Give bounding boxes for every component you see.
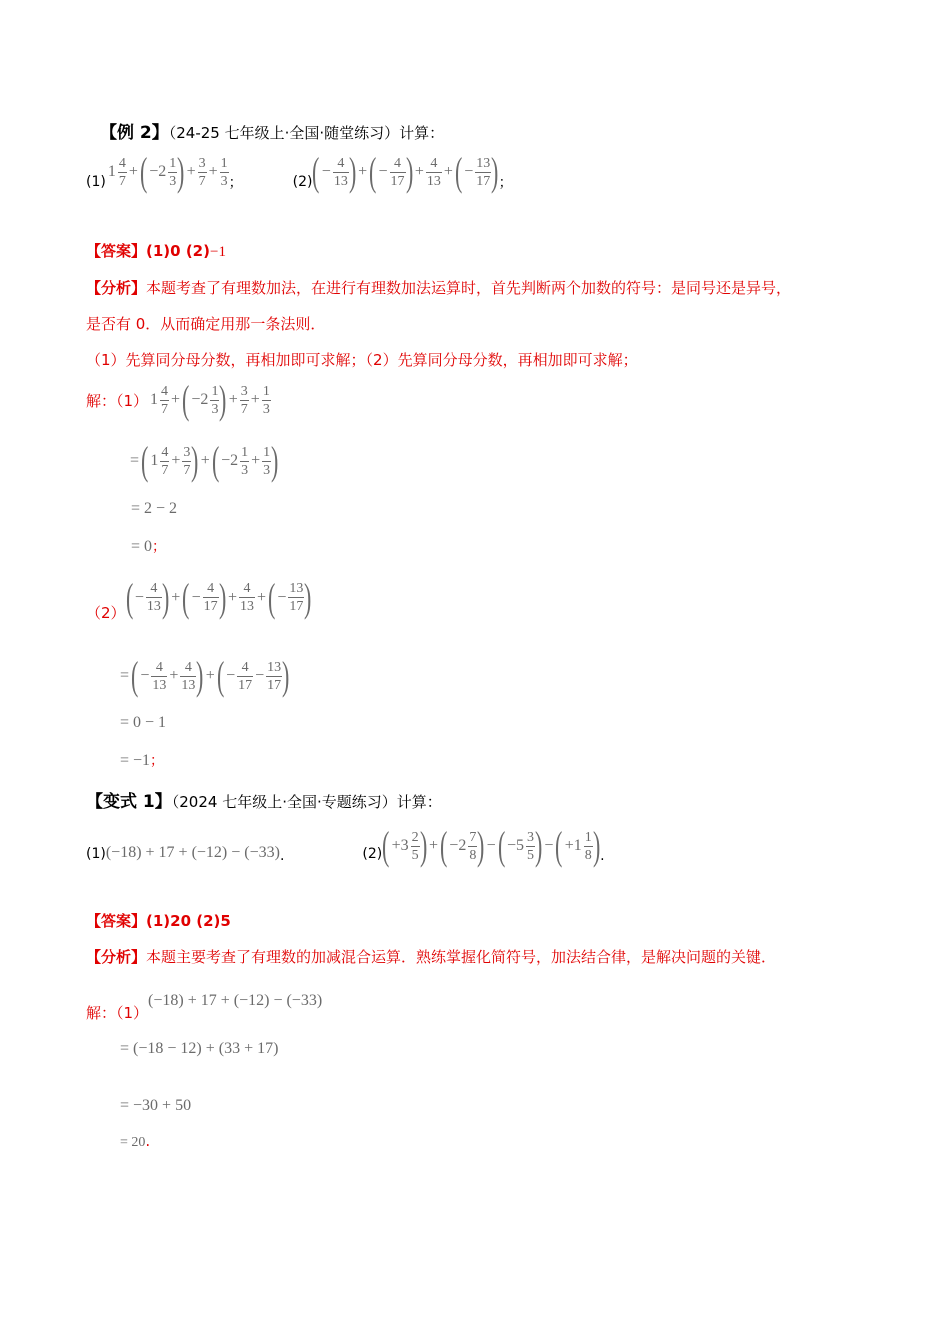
solution-2-step-grouping: = (−18 − 12) + (33 + 17)	[120, 1040, 279, 1057]
analysis-2: 【分析】本题主要考查了有理数的加减混合运算．熟练掌握化简符号，加法结合律，是解决问题的关键．	[86, 948, 777, 966]
problem-2-label: (2)	[292, 174, 313, 190]
analysis-1-line-2: 是否有 0．从而确定用那一条法则．	[86, 315, 326, 333]
solution-1-step-0: = 0；	[131, 538, 167, 555]
analysis-1-line-3: （1）先算同分母分数，再相加即可求解；（2）先算同分母分数，再相加即可求解；	[86, 351, 638, 369]
solution-1-step-neg-1: = −1；	[120, 752, 165, 769]
solution-2-part-1: 解：（1） (−18) + 17 + (−12) − (−33)	[86, 991, 323, 1022]
solution-1-label: 解：（1）	[86, 391, 149, 410]
solution-1-step-2-minus-2: = 2 − 2	[131, 500, 178, 517]
solution-1-step-grouping: = ( 1 $\frac{4}{7}$ + $\frac{3}{7}$ ) + ( −2 $\frac{1}{3}$ + $\frac{1}{3}$ )	[130, 438, 279, 483]
solution-1-step-0-minus-1: = 0 − 1	[120, 714, 167, 731]
solution-2-step-sum: = −30 + 50	[120, 1097, 192, 1114]
analysis-1-line-1: 【分析】本题考查了有理数加法，在进行有理数加法运算时，首先判断两个加数的符号：是同号还是异号，	[86, 279, 792, 297]
variant-1-problems: (1) (−18) + 17 + (−12) − (−33) . (2) ( +3 $\frac{2}{5}$ ) + ( −2 $\frac{7}{8}$ ) − ( −5 $\frac{3}{5}$ ) − ( +1 $\frac{1}{8}$ ) .	[86, 823, 605, 868]
example-2-header	[100, 118, 444, 143]
problem-2-expression: ( − $\frac{4}{13}$ ) + ( − $\frac{4}{17}$ ) + $\frac{4}{13}$ + ( − $\frac{13}{17}$ )	[312, 149, 499, 194]
example-2-problems: (1) 1 $\frac{4}{7}$ + ( −2 $\frac{1}{3}$ ) + $\frac{3}{7}$ + $\frac{1}{3}$ ； (2) ( − $\frac{4}{13}$ ) + ( − $\frac{4}{17}$ ) + $\frac{4}{13}$ + ( − $\frac{13}{17}$ ) ；	[86, 149, 513, 194]
answer-2: 【答案】(1)20 (2)5	[86, 912, 231, 930]
answer-1: 【答案】(1)0 (2)−1	[86, 242, 226, 260]
variant-1-header	[86, 787, 442, 812]
variant-1-problem-2-expression: ( +3 $\frac{2}{5}$ ) + ( −2 $\frac{7}{8}$ ) − ( −5 $\frac{3}{5}$ ) − ( +1 $\frac{1}{8}$ )	[382, 823, 601, 868]
problem-1-expression: 1 $\frac{4}{7}$ + ( −2 $\frac{1}{3}$ ) + $\frac{3}{7}$ + $\frac{1}{3}$	[107, 149, 228, 194]
variant-1-problem-1-expression: (−18) + 17 + (−12) − (−33)	[105, 844, 280, 861]
solution-1-part-1: 解：（1） 1 $\frac{4}{7}$ + ( −2 $\frac{1}{3}$ ) + $\frac{3}{7}$ + $\frac{1}{3}$	[86, 377, 270, 422]
variant-1-source: （2024 七年级上·全国·专题练习）计算：	[171, 793, 442, 811]
solution-1-part-2: （2） ( − $\frac{4}{13}$ ) + ( − $\frac{4}{17}$ ) + $\frac{4}{13}$ + ( − $\frac{13}{17}$ )	[86, 574, 312, 622]
example-2-title: 【例 2】	[100, 123, 169, 143]
example-2-source: （24-25 七年级上·全国·随堂练习）计算：	[168, 124, 445, 142]
solution-2-step-result: = 20.	[120, 1132, 151, 1150]
solution-1-part-2-grouping: = ( − $\frac{4}{13}$ + $\frac{4}{13}$ ) + ( − $\frac{4}{17}$ − $\frac{13}{17}$ )	[120, 653, 290, 698]
variant-1-title: 【变式 1】	[86, 792, 172, 812]
problem-1-label: (1)	[86, 174, 106, 190]
solution-1-part-2-label: （2）	[86, 604, 126, 622]
